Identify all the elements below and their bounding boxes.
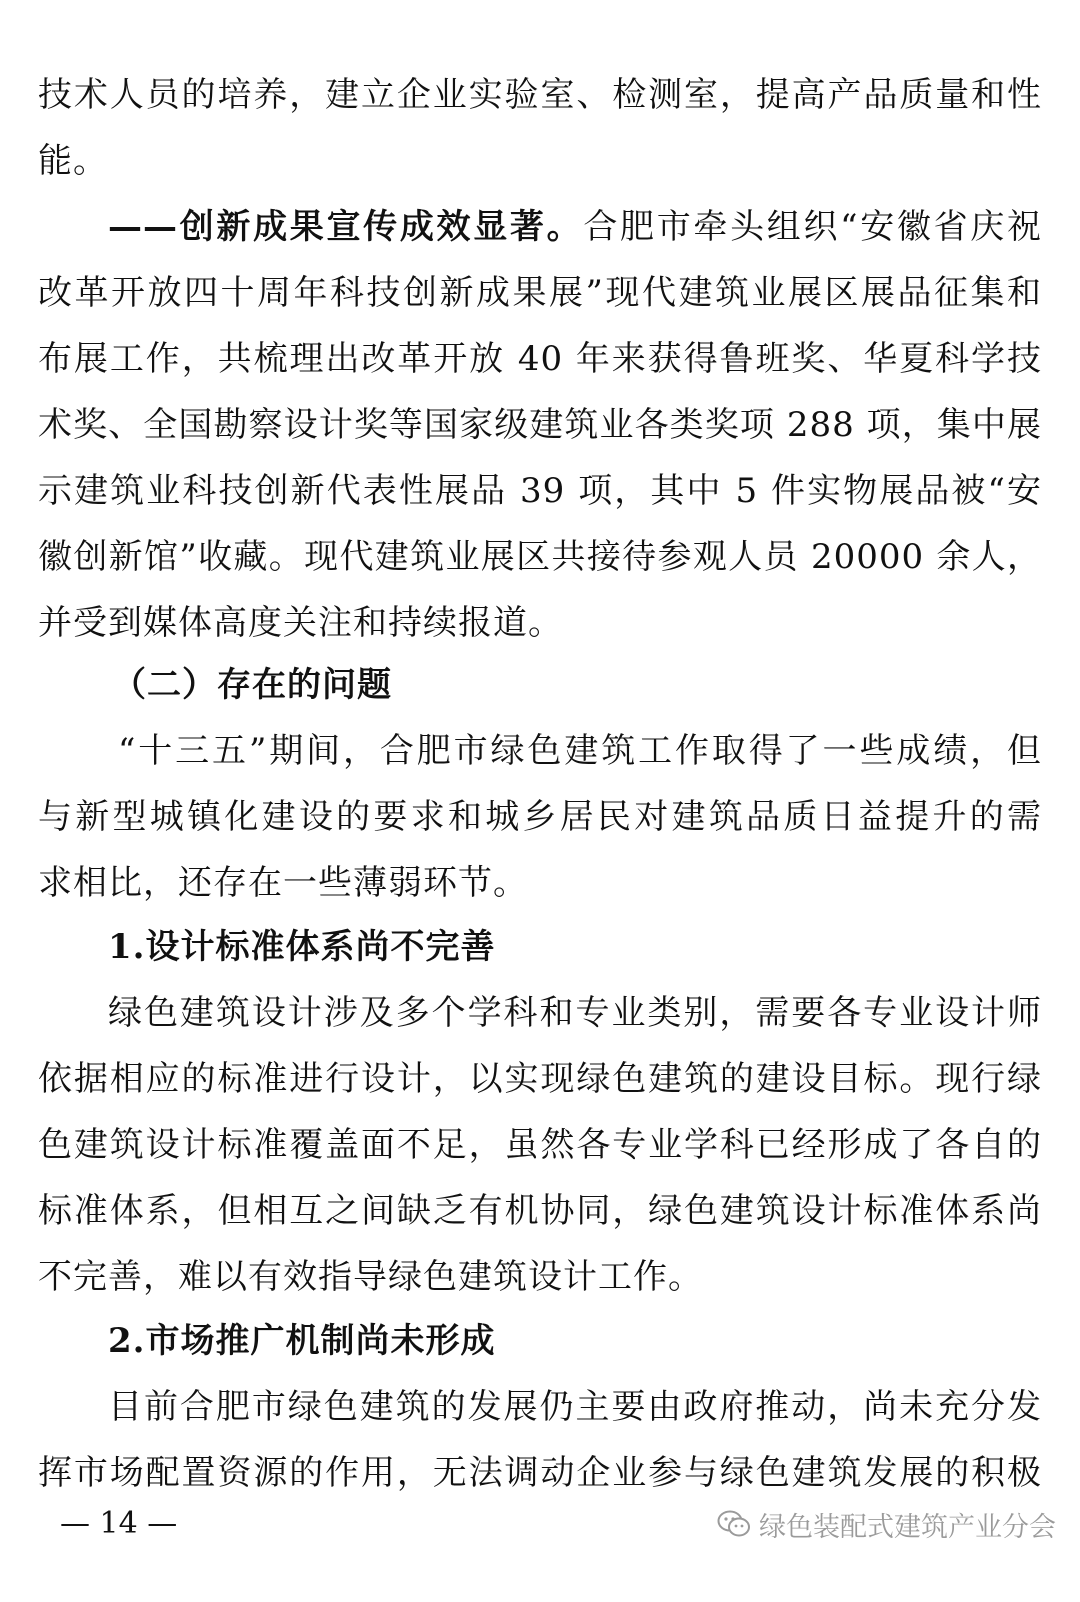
watermark (717, 1502, 1056, 1546)
text-line: 不完善，难以有效指导绿色建筑设计工作。 (38, 1257, 703, 1297)
text-line: 布展工作，共梳理出改革开放 40 年来获得鲁班奖、华夏科学技 (38, 339, 1042, 379)
text-line: 改革开放四十周年科技创新成果展”现代建筑业展区展品征集和 (38, 273, 1042, 313)
text-line: 求相比，还存在一些薄弱环节。 (38, 863, 528, 903)
text-line: 与新型城镇化建设的要求和城乡居民对建筑品质日益提升的需 (38, 797, 1042, 837)
text-line: 绿色建筑设计涉及多个学科和专业类别，需要各专业设计师 (108, 993, 1042, 1033)
section-heading: （二）存在的问题 (112, 665, 392, 705)
text-line: 挥市场配置资源的作用，无法调动企业参与绿色建筑发展的积极 (38, 1453, 1042, 1493)
text-line (108, 194, 1042, 260)
wechat-icon (717, 1510, 751, 1538)
text-line: 徽创新馆”收藏。现代建筑业展区共接待参观人员 20000 余人， (38, 537, 1042, 577)
text-line: “十三五”期间，合肥市绿色建筑工作取得了一些成绩，但 (118, 731, 1042, 771)
bold-lead: ——创新成果宣传成效显著。 (108, 207, 584, 247)
text-run: 合肥市牵头组织“安徽省庆祝 (583, 207, 1042, 247)
text-line: 色建筑设计标准覆盖面不足，虽然各专业学科已经形成了各自的 (38, 1125, 1042, 1165)
subheading: 1.设计标准体系尚不完善 (108, 927, 496, 967)
text-line: 标准体系，但相互之间缺乏有机协同，绿色建筑设计标准体系尚 (38, 1191, 1042, 1231)
text-line: 目前合肥市绿色建筑的发展仍主要由政府推动，尚未充分发 (108, 1387, 1042, 1427)
subheading: 2.市场推广机制尚未形成 (108, 1321, 496, 1361)
text-line: 能。 (38, 141, 108, 181)
text-line: 并受到媒体高度关注和持续报道。 (38, 603, 563, 643)
text-line: 术奖、全国勘察设计奖等国家级建筑业各类奖项 288 项，集中展 (38, 405, 1042, 445)
page-number: — 14 — (60, 1506, 178, 1541)
text-line: 依据相应的标准进行设计，以实现绿色建筑的建设目标。现行绿 (38, 1059, 1042, 1099)
text-line: 示建筑业科技创新代表性展品 39 项，其中 5 件实物展品被“安 (38, 471, 1042, 511)
text-line: 技术人员的培养，建立企业实验室、检测室，提高产品质量和性 (38, 75, 1042, 115)
watermark-text: 绿色装配式建筑产业分会 (759, 1511, 1056, 1543)
